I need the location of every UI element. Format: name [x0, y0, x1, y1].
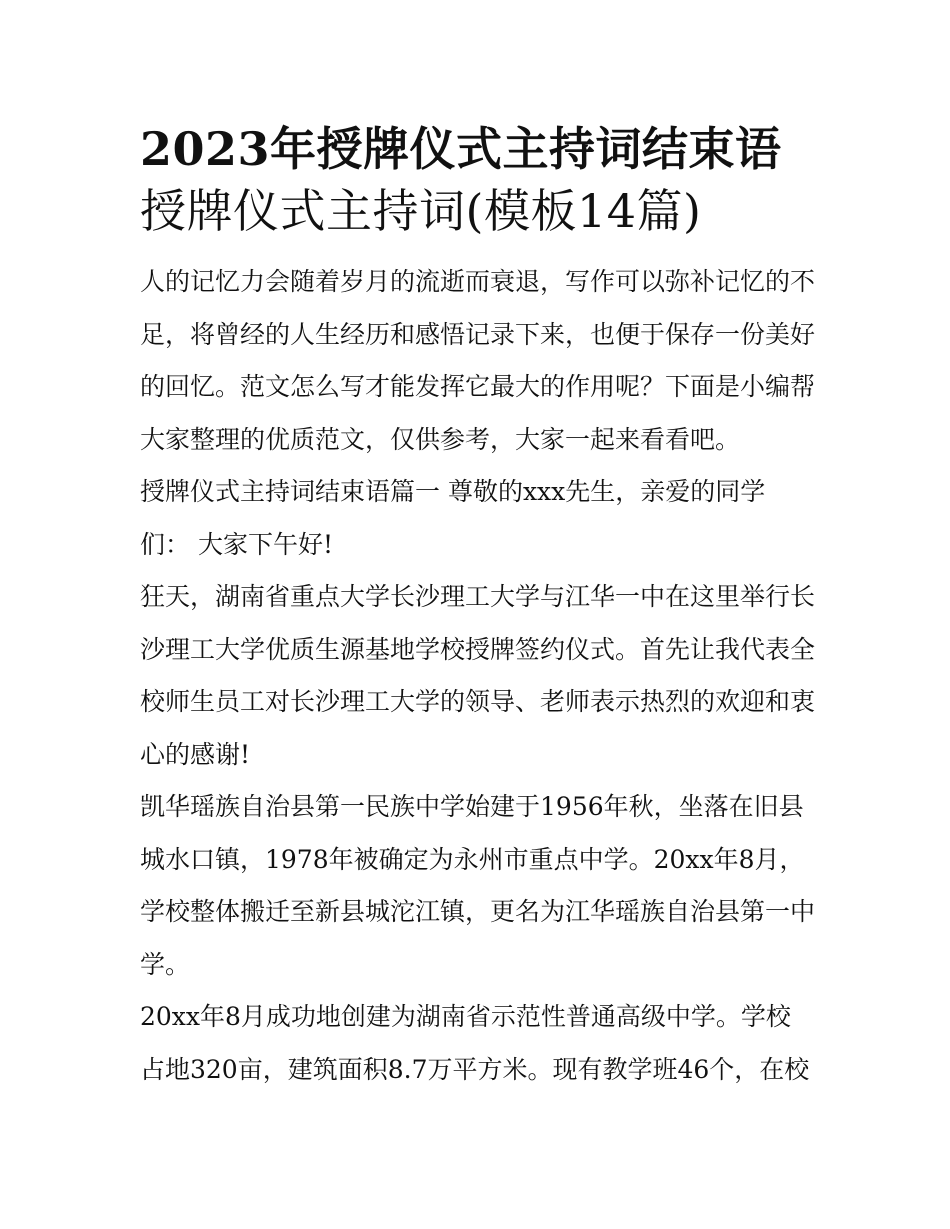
document-body	[140, 256, 820, 1096]
title-line-2: 授牌仪式主持词(模板14篇)	[140, 184, 702, 238]
title-line-1: 2023年授牌仪式主持词结束语	[140, 122, 782, 176]
body-line: 沙理工大学优质生源基地学校授牌签约仪式。首先让我代表全	[140, 634, 816, 664]
document-page	[140, 118, 820, 1096]
body-line: 校师生员工对长沙理工大学的领导、老师表示热烈的欢迎和衷	[140, 687, 816, 716]
body-line: 狂天，湖南省重点大学长沙理工大学与江华一中在这里举行长	[140, 582, 816, 611]
body-line: 们： 大家下午好!	[140, 529, 333, 559]
body-line: 学校整体搬迁至新县城沱江镇，更名为江华瑶族自治县第一中	[140, 897, 816, 926]
body-line: 的回忆。范文怎么写才能发挥它最大的作用呢？下面是小编帮	[140, 372, 816, 401]
body-line: 城水口镇，1978年被确定为永州市重点中学。20xx年8月，	[140, 844, 805, 874]
body-line: 足，将曾经的人生经历和感悟记录下来，也便于保存一份美好	[140, 319, 816, 349]
body-line: 心的感谢!	[140, 739, 251, 769]
document-title	[140, 118, 820, 242]
body-line: 凯华瑶族自治县第一民族中学始建于1956年秋，坐落在旧县	[140, 792, 804, 821]
body-line: 学。	[140, 949, 191, 979]
body-line: 占地320亩，建筑面积8.7万平方米。现有教学班46个，在校	[140, 1054, 810, 1084]
body-line: 授牌仪式主持词结束语篇一 尊敬的xxx先生，亲爱的同学	[140, 477, 766, 506]
body-line: 人的记忆力会随着岁月的流逝而衰退，写作可以弥补记忆的不	[140, 267, 816, 296]
body-line: 20xx年8月成功地创建为湖南省示范性普通高级中学。学校	[140, 1002, 791, 1031]
body-line: 大家整理的优质范文，仅供参考，大家一起来看看吧。	[140, 424, 741, 454]
